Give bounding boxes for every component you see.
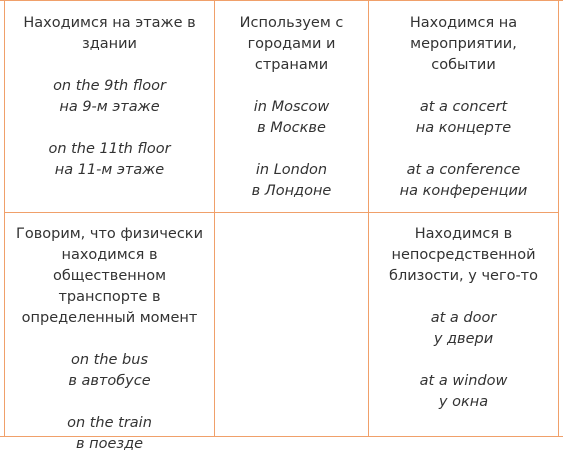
example-ru: у окна xyxy=(438,394,489,410)
cell-heading: Используем с городами и странами xyxy=(239,15,344,73)
cell-heading: Находимся на мероприятии, событии xyxy=(409,15,518,73)
table-cell-proximity xyxy=(369,224,558,413)
table-cell-transport xyxy=(5,224,214,455)
example-ru: на концерте xyxy=(415,120,512,136)
example-ru: у двери xyxy=(433,331,494,347)
example-en: in Moscow xyxy=(253,99,330,115)
example-en: on the bus xyxy=(70,352,149,368)
example-en: on the 9th floor xyxy=(53,78,166,94)
example-en: in London xyxy=(255,162,328,178)
example-en: at a door xyxy=(430,310,497,326)
example-en: on the 11th floor xyxy=(48,141,171,157)
table-cell-floor xyxy=(5,13,214,181)
example-en: at a conference xyxy=(406,162,521,178)
cell-heading: Находимся в непосредственной близости, у чего-то xyxy=(389,226,538,284)
table-divider-row xyxy=(4,212,559,213)
table-border-top xyxy=(0,0,563,1)
example-ru: в поезде xyxy=(75,436,144,452)
example-ru: на 9-м этаже xyxy=(59,99,160,115)
example-ru: в Москве xyxy=(257,120,326,136)
table-cell-events xyxy=(369,13,558,202)
example-ru: на конференции xyxy=(399,183,528,199)
example-en: at a window xyxy=(419,373,508,389)
cell-heading: Находимся на этаже в здании xyxy=(23,15,196,52)
cell-heading: Говорим, что физически находимся в общественном транспорте в определенный момент xyxy=(15,226,203,326)
table-cell-cities xyxy=(215,13,368,202)
example-ru: в Лондоне xyxy=(251,183,332,199)
example-en: at a concert xyxy=(419,99,508,115)
example-ru: на 11-м этаже xyxy=(54,162,165,178)
example-en: on the train xyxy=(67,415,152,431)
table-border-right xyxy=(558,0,559,437)
example-ru: в автобусе xyxy=(68,373,151,389)
